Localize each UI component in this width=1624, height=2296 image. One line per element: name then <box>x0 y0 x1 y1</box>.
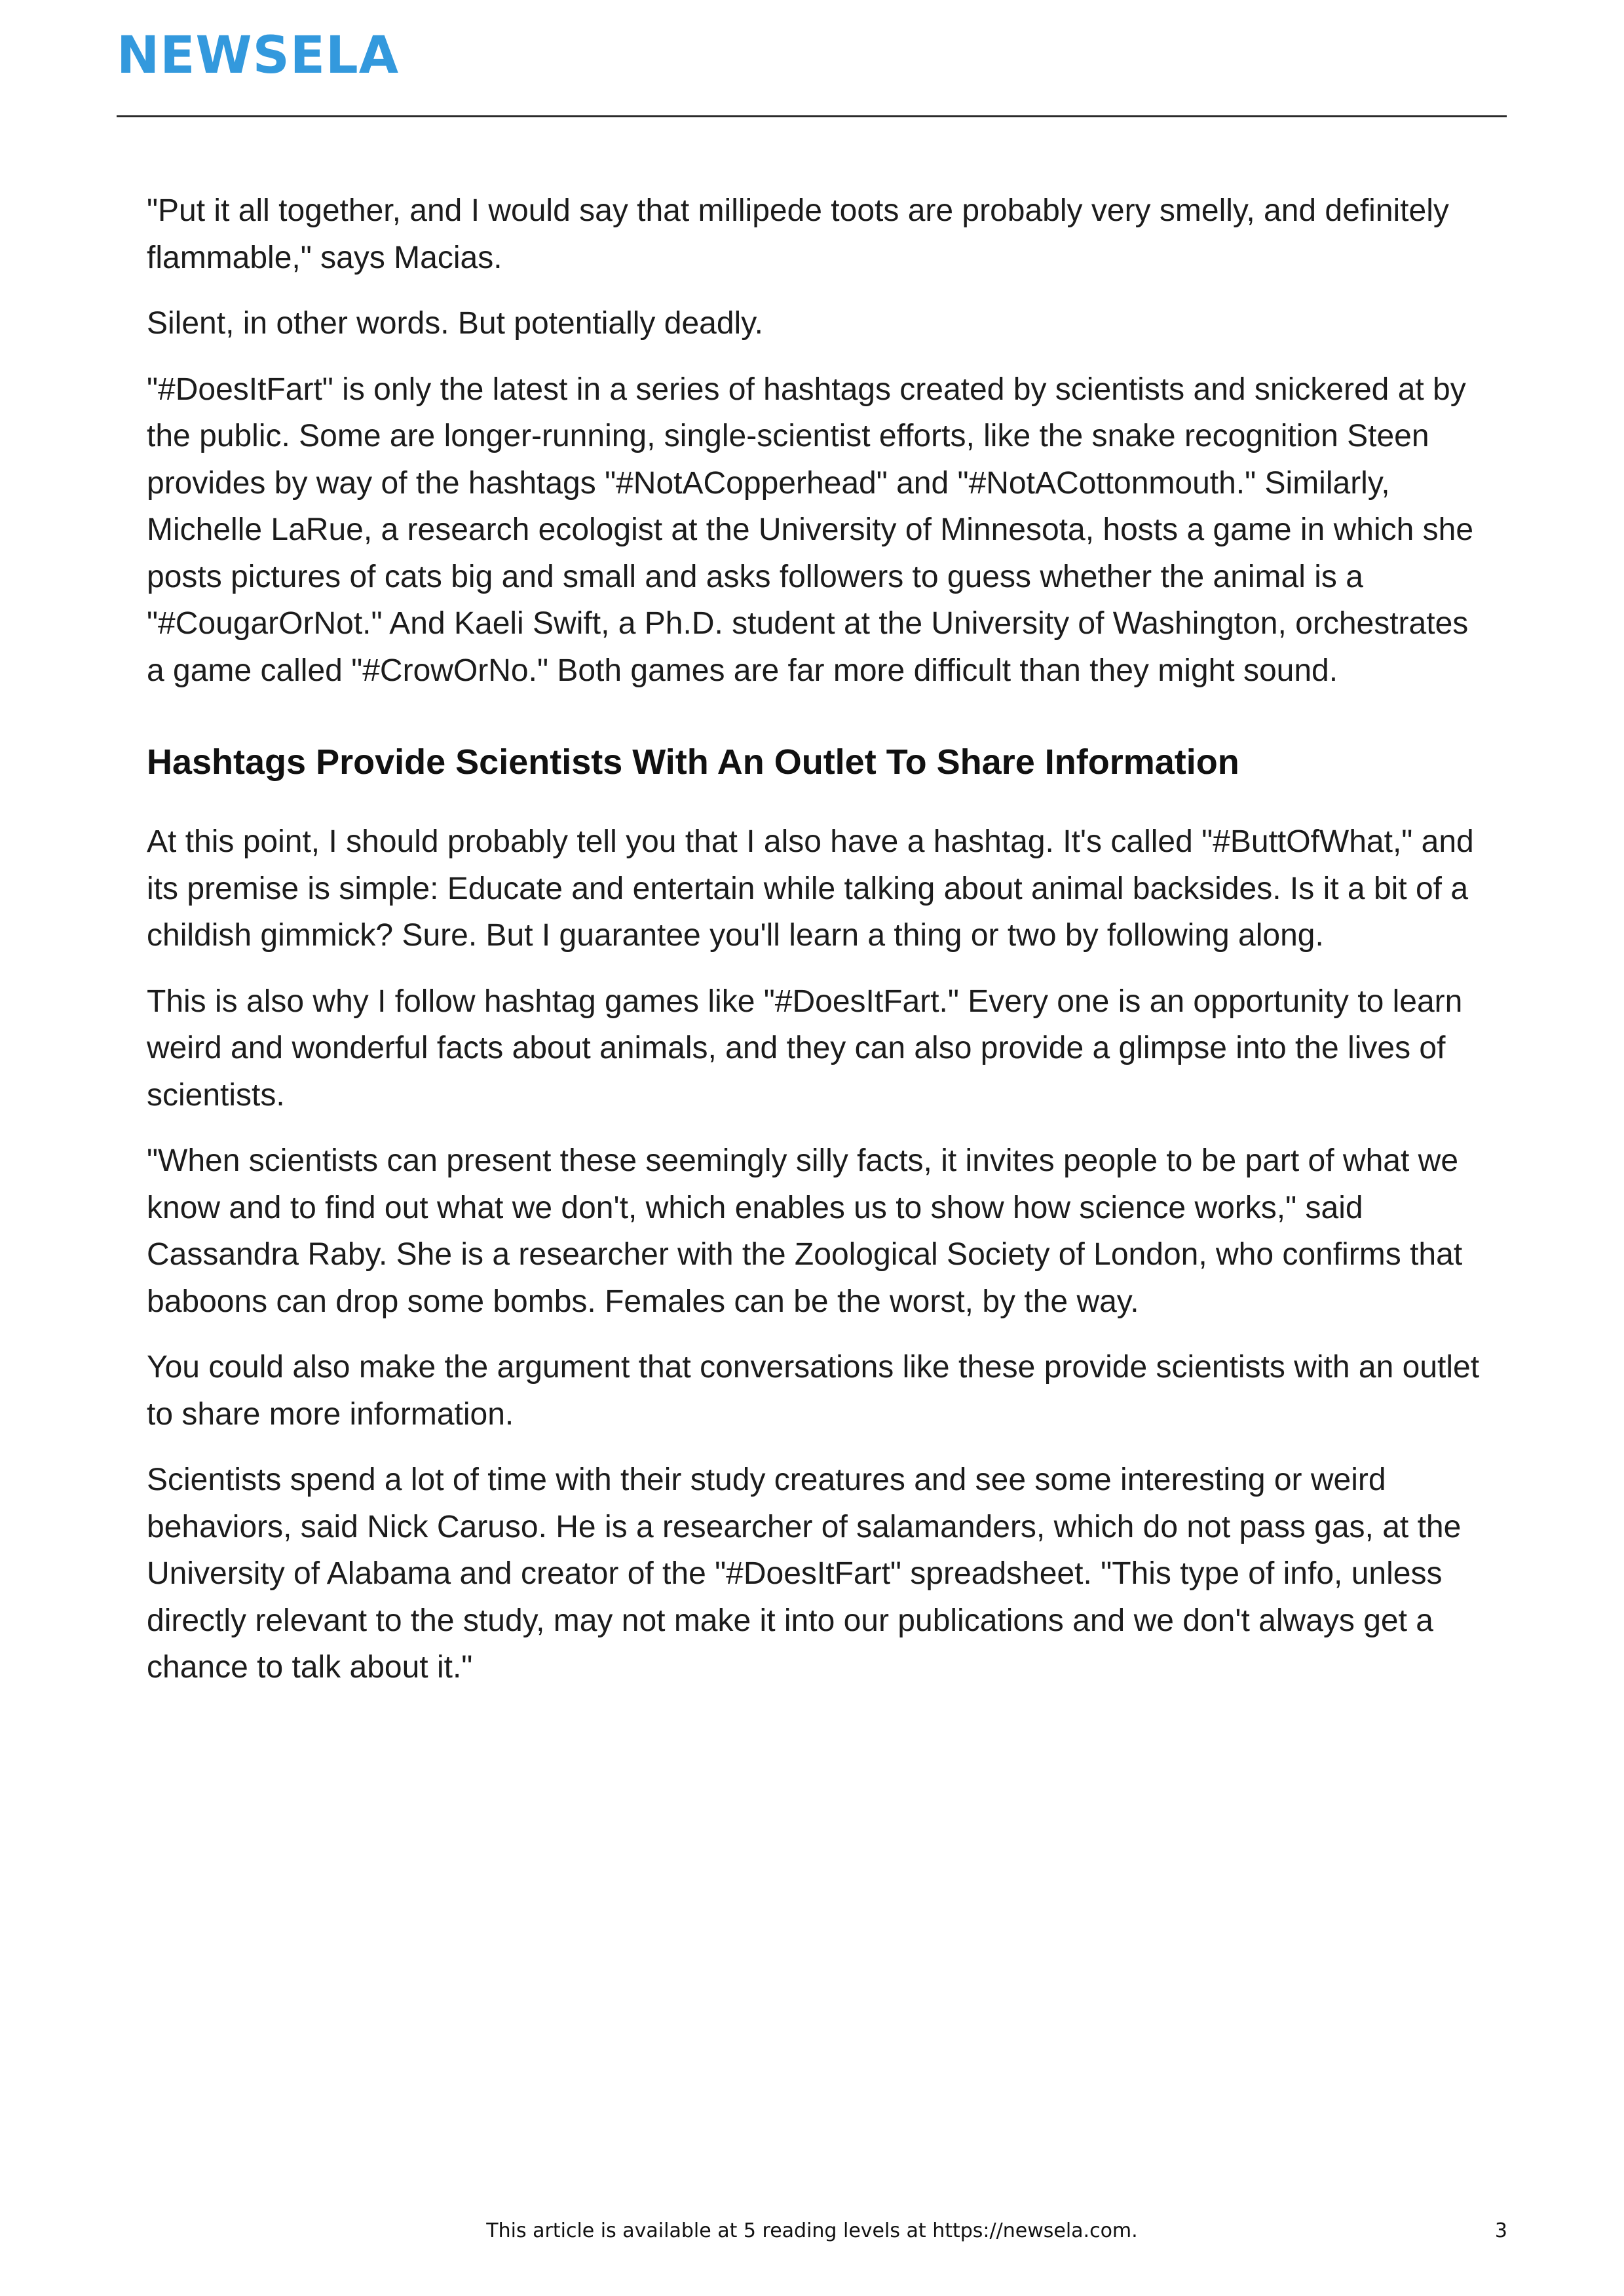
article-paragraph: You could also make the argument that conversations like these provide scientists with an outlet to share more information. <box>147 1350 1480 1432</box>
article-paragraph: "Put it all together, and I would say that millipede toots are probably very smelly, and definitely flammable," says Macias. <box>147 193 1449 275</box>
newsela-logo[interactable]: NEWSELA <box>117 26 400 85</box>
article-paragraph: Scientists spend a lot of time with their study creatures and see some interesting or weird behaviors, said Nick Caruso. He is a researcher of salamanders, which do not pass gas, at the University of Alabama and creator of the "#DoesItFart" spreadsheet. "This type of info, unless directly relevant to the study, may not make it into our publications and we don't always get a chance to talk about it." <box>147 1463 1462 1685</box>
footer-availability-note: This article is available at 5 reading levels at https://newsela.com. <box>486 2219 1138 2242</box>
article-paragraph: "When scientists can present these seemingly silly facts, it invites people to be part of what we know and to find out what we don't, which enables us to show how science works," said Cassandra Raby. She is a researcher with the Zoological Society of London, who confirms that baboons can drop some bombs. Females can be the worst, by the way. <box>147 1143 1463 1319</box>
section-heading: Hashtags Provide Scientists With An Outlet To Share Information <box>147 742 1239 782</box>
article-paragraph: This is also why I follow hashtag games like "#DoesItFart." Every one is an opportunity to learn weird and wonderful facts about animals, and they can also provide a glimpse into the lives of scientists. <box>147 984 1463 1113</box>
article-paragraph: "#DoesItFart" is only the latest in a series of hashtags created by scientists and snickered at by the public. Some are longer-running, single-scientist efforts, like the snake recognition Steen provides by way of the hashtags "#NotACopperhead" and "#NotACottonmouth." Similarly, Michelle LaRue, a research ecologist at the University of Minnesota, hosts a game in which she posts pictures of cats big and small and asks followers to guess whether the animal is a "#CougarOrNot." And Kaeli Swift, a Ph.D. student at the University of Washington, orchestrates a game called "#CrowOrNo." Both games are far more difficult than they might sound. <box>147 372 1474 688</box>
page-number: 3 <box>1494 2219 1507 2242</box>
article-body <box>147 187 1483 1710</box>
page-header <box>117 26 1507 117</box>
article-paragraph: At this point, I should probably tell you that I also have a hashtag. It's called "#ButtOfWhat," and its premise is simple: Educate and entertain while talking about animal backsides. Is it a bit of a childish gimmick? Sure. But I guarantee you'll learn a thing or two by following along. <box>147 824 1474 953</box>
article-paragraph: Silent, in other words. But potentially deadly. <box>147 306 763 341</box>
